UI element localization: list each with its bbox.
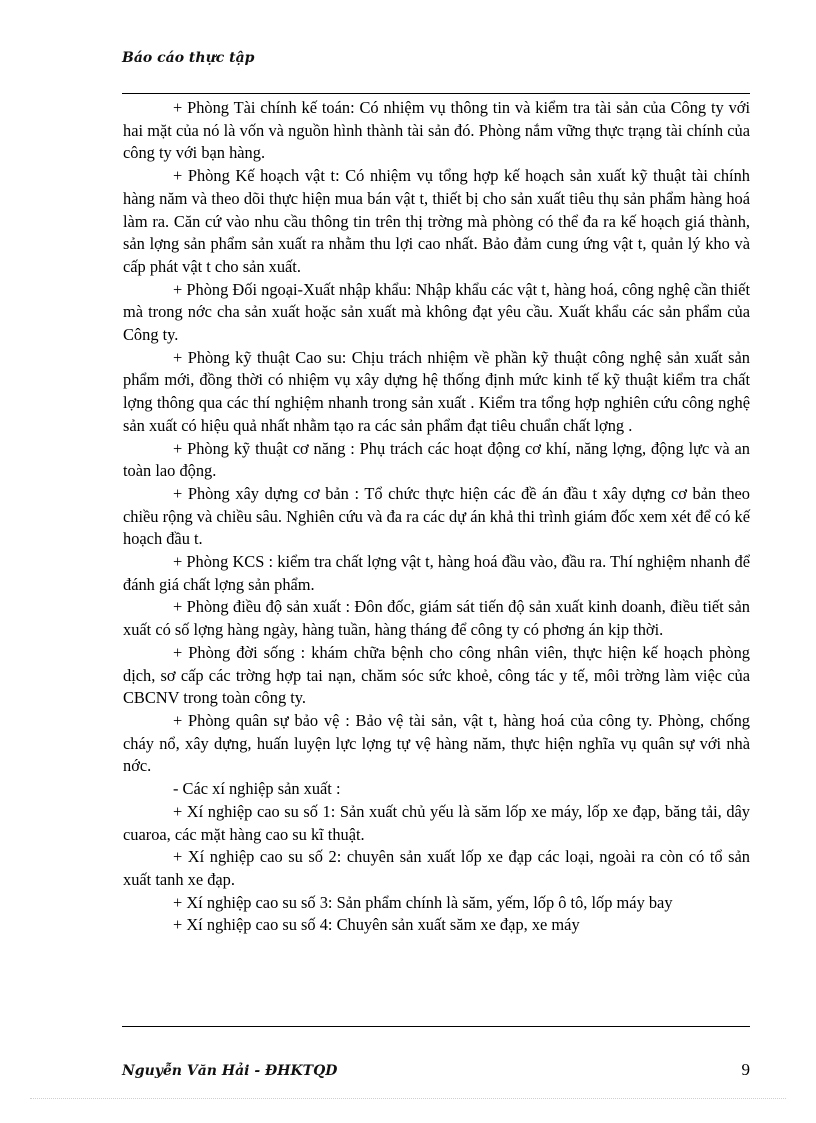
footer-author: Nguyễn Văn Hải - ĐHKTQD: [122, 1063, 338, 1079]
paragraph: + Xí nghiệp cao su số 2: chuyên sản xuất lốp xe đạp các loại, ngoài ra còn có tổ sản xuất tanh xe đạp.: [123, 847, 750, 889]
page-edge-dots: [30, 1098, 786, 1099]
paragraph: + Phòng xây dựng cơ bản : Tổ chức thực hiện các đề án đầu t xây dựng cơ bản theo chiều rộng và chiều sâu. Nghiên cứu và đa ra các dự án khả thi trình giám đốc xem xét để có kế hoạch đầu t.: [123, 483, 750, 549]
paragraph: + Phòng đời sống : khám chữa bệnh cho công nhân viên, thực hiện kế hoạch phòng dịch, sơ cấp các trờng hợp tai nạn, chăm sóc sức khoẻ, công tác y tế, môi trờng làm việc của CBCNV trong toàn công ty.: [123, 642, 750, 708]
paragraph: + Xí nghiệp cao su số 4: Chuyên sản xuất săm xe đạp, xe máy: [173, 915, 580, 935]
paragraph: - Các xí nghiệp sản xuất :: [173, 779, 341, 799]
paragraph: + Phòng Tài chính kế toán: Có nhiệm vụ thông tin và kiểm tra tài sản của Công ty với hai mặt của nó là vốn và nguồn hình thành tài sản đó. Phòng nắm vững thực trạng tài chính của công ty với bạn hàng.: [123, 98, 750, 163]
paragraph: + Xí nghiệp cao su số 3: Sản phẩm chính là săm, yếm, lốp ô tô, lốp máy bay: [173, 892, 673, 912]
page-number: 9: [741, 1060, 750, 1079]
running-header: Báo cáo thực tập: [122, 50, 255, 66]
paragraph: + Phòng kỹ thuật cơ năng : Phụ trách các hoạt động cơ khí, năng lợng, động lực và an toàn lao động.: [123, 438, 750, 481]
paragraph: + Xí nghiệp cao su số 1: Sản xuất chủ yếu là săm lốp xe máy, lốp xe đạp, băng tải, dây cuaroa, các mặt hàng cao su kĩ thuật.: [123, 801, 750, 844]
paragraph: + Phòng quân sự bảo vệ : Bảo vệ tài sản, vật t, hàng hoá của công ty. Phòng, chống cháy nổ, xây dựng, huấn luyện lực lợng tự vệ hàng năm, thực hiện nghĩa vụ quân sự với nhà nớc.: [123, 710, 750, 776]
footer-rule: [122, 1026, 750, 1027]
paragraph: + Phòng kỹ thuật Cao su: Chịu trách nhiệm về phần kỹ thuật công nghệ sản xuất sản phẩm mới, đồng thời có nhiệm vụ xây dựng hệ thống định mức kinh tế kỹ thuật kiểm tra chất lợng thông qua các thí nghiệm nhanh trong sản xuất . Kiểm tra tổng hợp nghiên cứu công nghệ sản xuất có hiệu quả nhất nhằm tạo ra các sản phẩm đạt tiêu chuẩn chất lợng .: [123, 347, 750, 435]
header-rule: [122, 93, 750, 94]
paragraph: + Phòng điều độ sản xuất : Đôn đốc, giám sát tiến độ sản xuất kinh doanh, điều tiết sản xuất có số lợng hàng ngày, hàng tuần, hàng tháng để công ty có phơng án kịp thời.: [123, 597, 750, 640]
paragraph: + Phòng Đối ngoại-Xuất nhập khẩu: Nhập khẩu các vật t, hàng hoá, công nghệ cần thiết mà trong nớc cha sản xuất hoặc sản xuất mà không đạt yêu cầu. Xuất khẩu các sản phẩm của Công ty.: [123, 279, 750, 345]
paragraph: + Phòng Kế hoạch vật t: Có nhiệm vụ tổng hợp kế hoạch sản xuất kỹ thuật tài chính hàng năm và theo dõi thực hiện mua bán vật t, thiết bị cho sản xuất tiêu thụ sản phẩm hàng hoá làm ra. Căn cứ vào nhu cầu thông tin trên thị trờng mà phòng có thể đa ra kế hoạch giá thành, sản lợng sản phẩm sản xuất ra nhằm thu lợi cao nhất. Bảo đảm cung ứng vật t, quản lý kho và cấp phát vật t cho sản xuất.: [123, 166, 750, 276]
paragraph: + Phòng KCS : kiểm tra chất lợng vật t, hàng hoá đầu vào, đầu ra. Thí nghiệm nhanh để đánh giá chất lợng sản phẩm.: [123, 552, 750, 594]
document-body: [123, 97, 750, 937]
